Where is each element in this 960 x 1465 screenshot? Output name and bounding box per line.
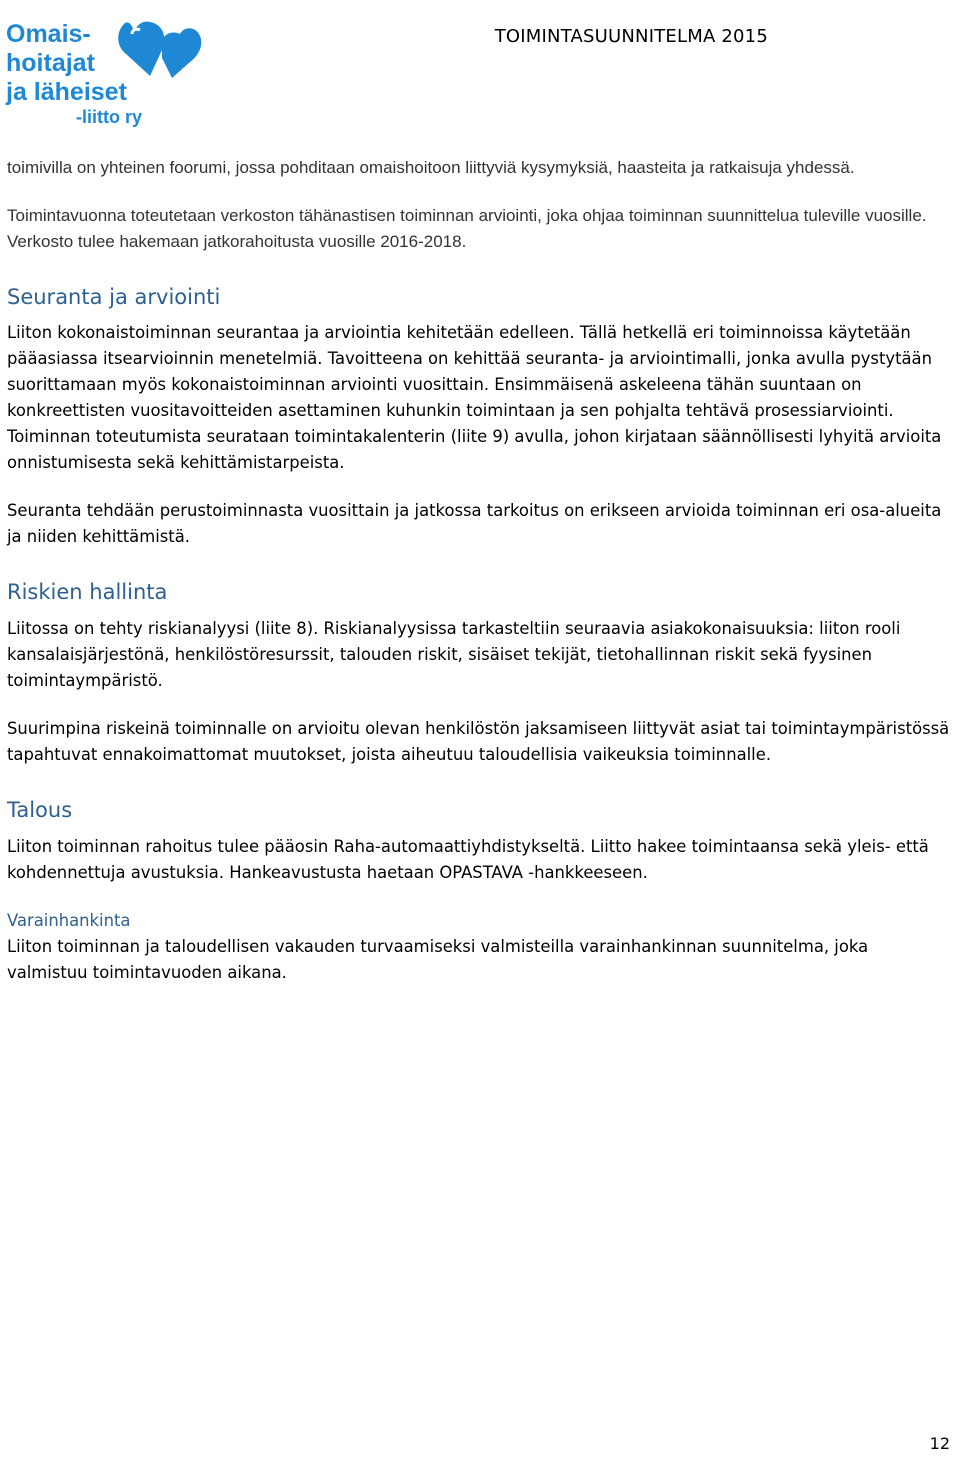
seuranta-paragraph-1: Liiton kokonaistoiminnan seurantaa ja arviointia kehitetään edelleen. Tällä hetkellä eri toiminnoissa käytetään pääasiassa itsearvioinnin menetelmiä. Tavoitteena on kehittää seuranta- ja arviointimalli, jonka avulla pystytään suorittamaan myös kokonaistoiminnan arviointi vuosittain. Ensimmäisenä askeleena tähän suuntaan on konkreettisten vuositavoitteiden asettaminen kuhunkin toimintaan ja sen pohjalta tehtävä prosessiarviointi. Toiminnan toteutumista seurataan toimintakalenterin (liite 9) avulla, johon kirjataan säännöllisesti lyhyitä arvioita onnistumisesta sekä kehittämistarpeista.	[7, 323, 942, 472]
intro-paragraph-2: Toimintavuonna toteutetaan verkoston tähänastisen toiminnan arviointi, joka ohjaa toiminnan suunnittelua tuleville vuosille. Verkosto tulee hakemaan jatkorahoitusta vuosille 2016-2018.	[7, 206, 927, 251]
page-content	[7, 155, 952, 986]
riskit-paragraph-1: Liitossa on tehty riskianalyysi (liite 8). Riskianalyysissa tarkasteltiin seuraavia asiakokonaisuuksia: liiton rooli kansalaisjärjestönä, henkilöstöresurssit, talouden riskit, sisäiset tekijät, tietohallinnan riskit sekä fyysinen toimintaympäristö.	[7, 619, 901, 690]
page-number: 12	[929, 1434, 950, 1453]
logo-line-3: ja läheiset	[6, 78, 127, 106]
logo-line-1: Omais-	[6, 20, 91, 48]
logo	[4, 4, 204, 128]
riskit-paragraph-2: Suurimpina riskeinä toiminnalle on arvioitu olevan henkilöstön jaksamiseen liittyvät asiat tai toimintaympäristössä tapahtuvat ennakoimattomat muutokset, joista aiheutuu taloudellisia vaikeuksia toiminnalle.	[7, 719, 950, 764]
logo-line-2: hoitajat	[6, 49, 95, 77]
talous-paragraph-1: Liiton toiminnan rahoitus tulee pääosin Raha-automaattiyhdistykseltä. Liitto hakee toimintaansa sekä yleis- että kohdennettuja avustuksia. Hankeavustusta haetaan OPASTAVA -hankkeeseen.	[7, 837, 929, 882]
hearts-icon	[110, 4, 206, 100]
heading-talous: Talous	[7, 798, 73, 822]
document-title: TOIMINTASUUNNITELMA 2015	[494, 26, 768, 47]
varainhankinta-subheading: Varainhankinta	[7, 911, 131, 930]
logo-line-4: -liitto ry	[76, 107, 142, 127]
heading-seuranta: Seuranta ja arviointi	[7, 285, 221, 309]
talous-paragraph-2: Liiton toiminnan ja taloudellisen vakauden turvaamiseksi valmisteilla varainhankinnan suunnitelma, joka valmistuu toimintavuoden aikana.	[7, 937, 869, 982]
seuranta-paragraph-2: Seuranta tehdään perustoiminnasta vuosittain ja jatkossa tarkoitus on erikseen arvioida toiminnan eri osa-alueita ja niiden kehittämistä.	[7, 501, 942, 546]
heading-riskien-hallinta: Riskien hallinta	[7, 580, 168, 604]
intro-paragraph-1: toimivilla on yhteinen foorumi, jossa pohditaan omaishoitoon liittyviä kysymyksiä, haasteita ja ratkaisuja yhdessä.	[7, 158, 855, 177]
